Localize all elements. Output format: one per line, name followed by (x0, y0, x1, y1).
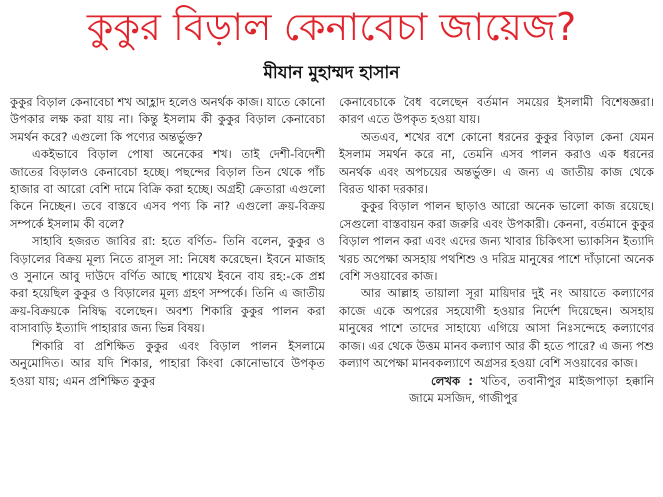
author-info: খতিব, তবানীপুর মাইজপাড়া হক্কানি জামে মসজিদ, গাজীপুর (409, 373, 654, 405)
paragraph: অতএব, শখের বশে কোনো ধরনের কুকুর বিড়াল কেনা যেমন ইসলাম সমর্থন করে না, তেমনি এসব পালন করাও এক ধরনের অনর্থক এবং অপচয়ের অন্তর্ভুক্ত। এ জন্য এ জাতীয় কাজ থেকে বিরত থাকা দরকার। (339, 129, 654, 197)
paragraph: কেনাবেচাকে বৈধ বলেছেন বর্তমান সময়ের ইসলামী বিশেষজ্ঞরা। কারণ এতে উপকৃত হওয়া যায়। (339, 95, 654, 127)
article-headline: কুকুর বিড়াল কেনাবেচা জায়েজ? (86, 5, 577, 49)
left-column (10, 94, 325, 494)
right-column (339, 94, 654, 494)
article-byline: মীযান মুহাম্মদ হাসান (263, 63, 400, 83)
paragraph: কুকুর বিড়াল কেনাবেচা শখ আহ্লাদ হলেও অনর্থক কাজ। যাতে কোনো উপকার লক্ষ করা যায় না। কিন্তু ইসলাম কী কুকুর বিড়াল কেনাবেচা সমর্থন করে? এগুলো কি পণ্যের অন্তর্ভুক্ত? (10, 95, 325, 144)
paragraph: কুকুর বিড়াল পালন ছাড়াও আরো অনেক ভালো কাজ রয়েছে। সেগুলো বাস্তবায়ন করা জরুরি এবং উপকারী। কেননা, বর্তমানে কুকুর বিড়াল পালন করা এবং এদের জন্য খাবার চিকিৎসা ভ্যাকসিন ইত্যাদি খরচ অপেক্ষা অসহায় পথশিশু ও দরিদ্র মানুষের পাশে দাঁড়ানো অনেক বেশি সওয়াবের কাজ। (339, 199, 654, 284)
article-body (10, 94, 655, 494)
paragraph: আর আল্লাহ তায়ালা সূরা মায়িদার দুই নং আয়াতে কল্যাণের কাজে একে অপরের সহযোগী হওয়ার নির্দেশ দিয়েছেন। অসহায় মানুষের পাশে তাদের সাহায্যে এগিয়ে আসা নিঃসন্দেহে কল্যাণের কাজ। এর থেকে উত্তম মানব কল্যাণ আর কী হতে পারে? এ জন্য পশু কল্যাণ অপেক্ষা মানবকল্যাণে অগ্রসর হওয়া বেশি সওয়াবের কাজ। (339, 286, 654, 371)
paragraph: শিকারি বা প্রশিক্ষিত কুকুর এবং বিড়াল পালন ইসলামে অনুমোদিত। আর যদি শিকার, পাহারা কিংবা কোনোভাবে উপকৃত হওয়া যায়; এমন প্রশিক্ষিত কুকুর (10, 338, 325, 388)
author-label: লেখক : (431, 373, 473, 388)
author-note (339, 373, 654, 408)
paragraph: সাহাবি হজরত জাবির রা: হতে বর্ণিত- তিনি বলেন, কুকুর ও বিড়ালের বিক্রয় মূল্য নিতে রাসূল সা: নিষেধ করেছেন। ইবনে মাজাহ ও সুনানে আবু দাউদে বর্ণিত আছে শায়েখ ইবনে বায রহ:-কে প্রশ্ন করা হয়েছিল কুকুর ও বিড়ালের মূল্য গ্রহণ সম্পর্কে। তিনি এ জাতীয় ক্রয়-বিক্রয়কে নিষিদ্ধ বলেছেন। অবশ্য শিকারি কুকুর পালন করা বাসাবাড়ি ইত্যাদি পাহারার জন্য ভিন্ন বিষয়। (10, 234, 325, 336)
paragraph: একইভাবে বিড়াল পোষা অনেকের শখ। তাই দেশী-বিদেশী জাতের বিড়ালও কেনাবেচা হচ্ছে। পছন্দের বিড়াল তিন থেকে পাঁচ হাজার বা আরো বেশি দামে বিক্রি করা হচ্ছে। অগ্রহী ক্রেতারা এগুলো কিনে নিচ্ছেন। তবে বাস্তবে এসব পণ্য কি না? এগুলো ক্রয়-বিক্রয় সম্পর্কে ইসলাম কী বলে? (10, 147, 325, 231)
